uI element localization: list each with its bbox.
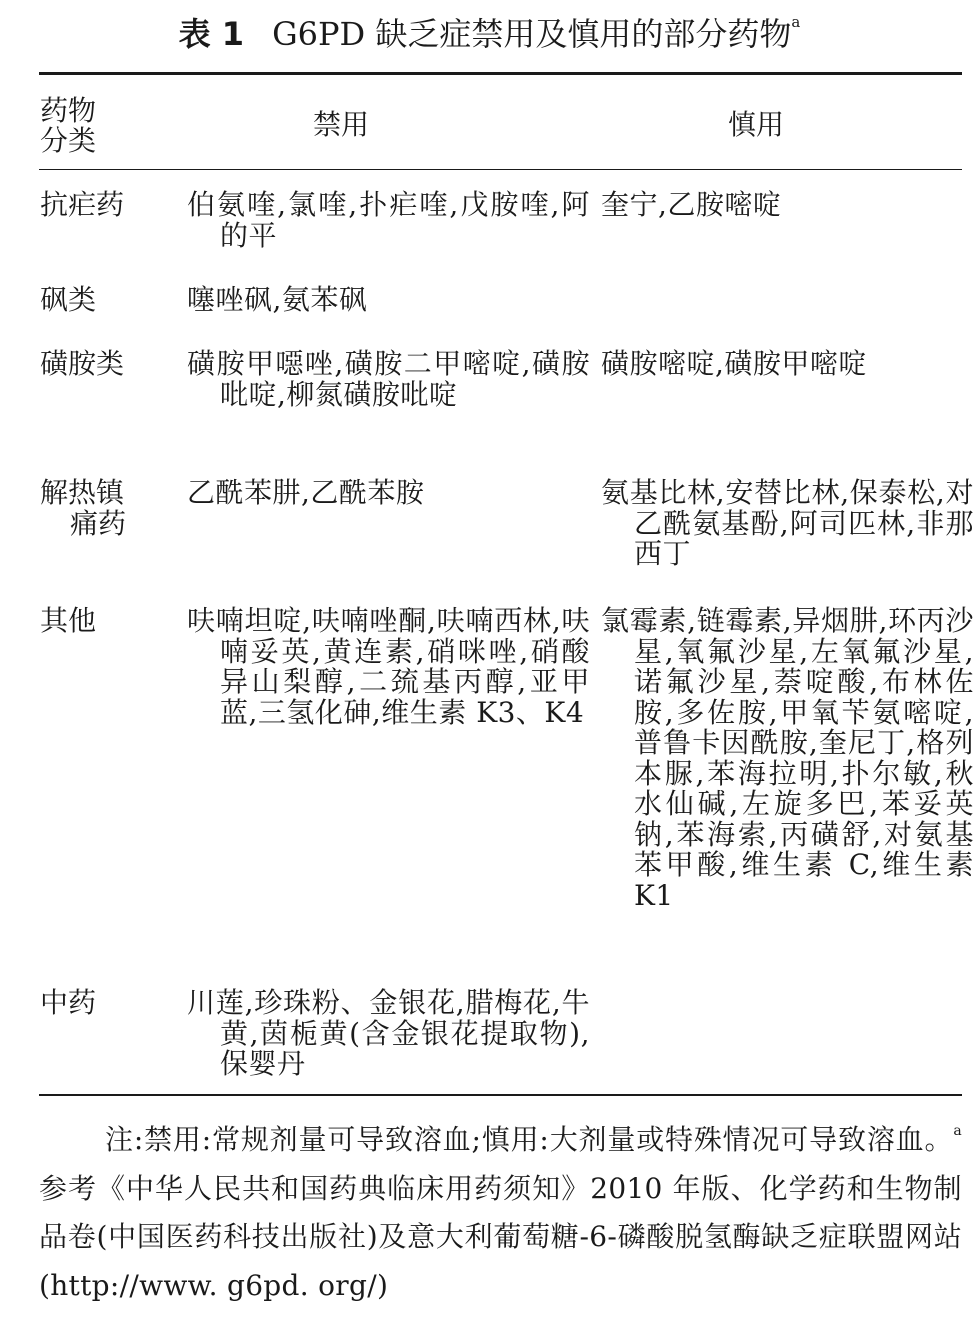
table-bottom-rule <box>39 1094 962 1096</box>
row-category <box>40 285 152 316</box>
note-text: 注:禁用:常规剂量可导致溶血;慎用:大剂量或特殊情况可导致溶血。 <box>105 1123 954 1156</box>
note-paragraph <box>39 1116 962 1310</box>
table-title <box>0 12 979 56</box>
row-category-line2: 痛药 <box>70 506 127 540</box>
row-caution: 氨基比林,安替比林,保泰松,对乙酰氨基酚,阿司匹林,非那西丁 <box>601 476 974 570</box>
row-category <box>40 478 152 539</box>
row-category-line1: 其他 <box>40 604 97 637</box>
header-caution: 慎用 <box>728 108 785 141</box>
row-prohibited: 乙酰苯肼,乙酰苯胺 <box>187 476 425 509</box>
header-category <box>40 96 96 156</box>
row-prohibited: 伯氨喹,氯喹,扑疟喹,戊胺喹,阿的平 <box>187 188 590 252</box>
row-caution: 奎宁,乙胺嘧啶 <box>601 188 782 221</box>
note-reference: 参考《中华人民共和国药典临床用药须知》2010 年版、化学药和生物制品卷(中国医药科技出版社)及意大利葡萄糖-6-磷酸脱氢酶缺乏症联盟网站(http://www. g6pd. org/) <box>39 1171 962 1302</box>
row-prohibited: 呋喃坦啶,呋喃唑酮,呋喃西林,呋喃妥英,黄连素,硝咪唑,硝酸异山梨醇,二巯基丙醇,亚甲蓝,三氢化砷,维生素 K3、K4 <box>187 604 590 729</box>
row-category-line1: 抗疟药 <box>40 188 125 221</box>
row-category <box>40 190 152 221</box>
table-caption: G6PD 缺乏症禁用及慎用的部分药物 <box>272 15 792 53</box>
row-caution: 氯霉素,链霉素,异烟肼,环丙沙星,氧氟沙星,左氧氟沙星,诺氟沙星,萘啶酸,布林佐胺,多佐胺,甲氧苄氨嘧啶,普鲁卡因酰胺,奎尼丁,格列本脲,苯海拉明,扑尔敏,秋水仙碱,左旋多巴,苯妥英钠,苯海索,丙磺舒,对氨基苯甲酸,维生素 C,维生素 K1 <box>601 604 974 912</box>
row-category-line1: 砜类 <box>40 283 97 316</box>
row-category <box>40 606 152 637</box>
header-category-line2: 分类 <box>40 124 97 157</box>
table-note <box>39 1116 962 1310</box>
row-category <box>40 349 152 380</box>
row-category-line1: 磺胺类 <box>40 347 125 380</box>
title-footnote-mark: a <box>791 13 801 31</box>
table-top-rule <box>39 72 962 75</box>
header-prohibited: 禁用 <box>313 108 370 141</box>
row-prohibited: 磺胺甲噁唑,磺胺二甲嘧啶,磺胺吡啶,柳氮磺胺吡啶 <box>187 347 590 411</box>
row-prohibited: 川莲,珍珠粉、金银花,腊梅花,牛黄,茵栀黄(含金银花提取物),保婴丹 <box>187 986 590 1080</box>
note-footnote-mark: a <box>953 1123 962 1139</box>
table-number: 表 1 <box>178 15 245 53</box>
row-prohibited: 噻唑砜,氨苯砜 <box>187 283 368 316</box>
row-category-line1: 中药 <box>40 986 97 1019</box>
row-caution: 磺胺嘧啶,磺胺甲嘧啶 <box>601 347 867 380</box>
header-category-line1: 药物 <box>40 94 97 127</box>
header-rule <box>39 169 962 170</box>
row-category-line1: 解热镇 <box>40 476 125 509</box>
row-category <box>40 988 152 1019</box>
